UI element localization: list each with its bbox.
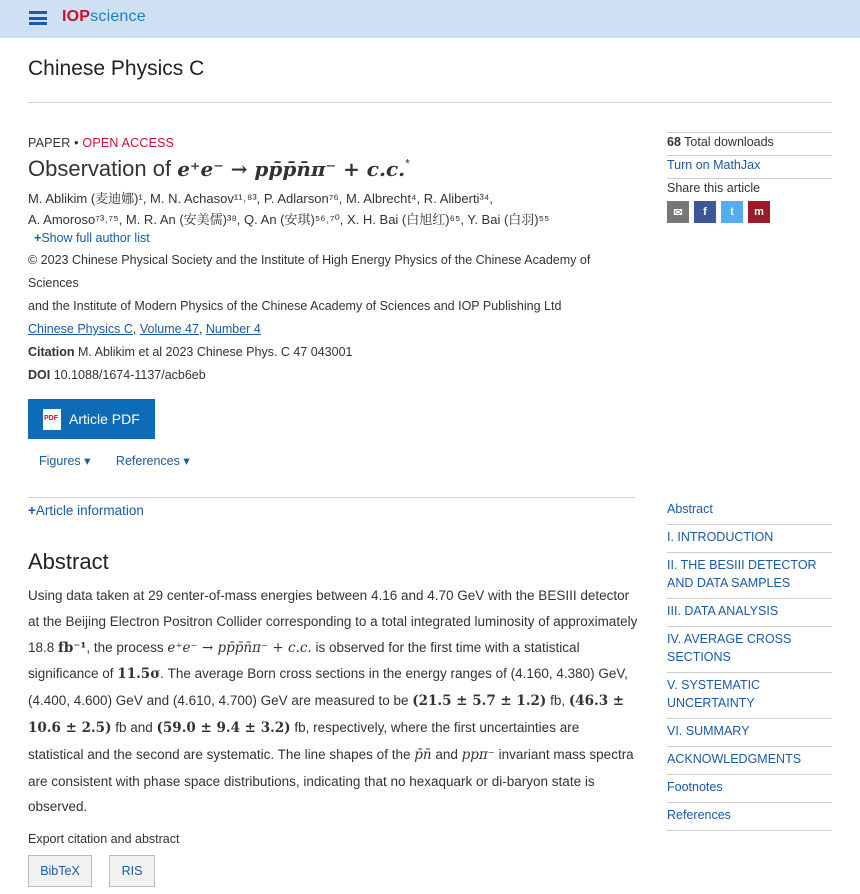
volume-link[interactable]: Volume 47 xyxy=(139,322,199,336)
mathjax-toggle[interactable]: Turn on MathJax xyxy=(667,155,832,178)
email-icon[interactable]: ✉ xyxy=(667,201,689,223)
figures-tab[interactable]: Figures ▾ xyxy=(39,454,91,468)
article-information-toggle[interactable]: +Article information xyxy=(28,503,144,518)
article-pdf-button[interactable]: PDF Article PDF xyxy=(28,399,155,439)
journal-title[interactable]: Chinese Physics C xyxy=(28,57,205,80)
share-section: Share this article ✉ f t m xyxy=(667,178,832,229)
abstract-heading: Abstract xyxy=(28,549,109,574)
abstract-text: Using data taken at 29 center-of-mass energies between 4.16 and 4.70 GeV with the BESIII detector at the Beijing Electron Positron Collider corresponding to a total integrated luminosity of approximately 18.8 fb⁻¹, the process e⁺e⁻ → pp̄p̄n̄π⁻ + c.c. is observed for the first time with a statistical significance of 11.5σ. The average Born cross sections in the energy ranges of (4.160, 4.380) GeV, (4.400, 4.600) GeV and (4.610, 4.700) GeV are measured to be (21.5 ± 5.7 ± 1.2) fb, (46.3 ± 10.6 ± 2.5) fb and (59.0 ± 9.4 ± 3.2) fb, respectively, where the first uncertainties are statistical and the second are systematic. The line shapes of the p̄n̄ and ppπ⁻ invariant mass spectra are consistent with phase space distributions, indicating that no hexaquark or di-baryon state is observed. xyxy=(28,588,638,815)
menu-icon[interactable] xyxy=(29,11,47,25)
article-title: Observation of e⁺e⁻ → pp̄p̄n̄π⁻ + c.c.* xyxy=(28,156,410,181)
divider xyxy=(28,102,832,103)
sidebar xyxy=(667,132,832,229)
toc-item[interactable]: VI. SUMMARY xyxy=(667,719,832,747)
toc-item[interactable]: I. INTRODUCTION xyxy=(667,525,832,553)
show-author-list-link[interactable]: +Show full author list xyxy=(34,231,150,245)
downloads-count: 68 Total downloads xyxy=(667,132,832,155)
article-tag: PAPER • OPEN ACCESS xyxy=(28,136,175,150)
article-meta: © 2023 Chinese Physical Society and the Institute of High Energy Physics of the Chinese Academy of Sciences and the Institute of Modern Physics of the Chinese Academy of Sciences and IOP Publishing Ltd Chinese Physics C, Volume 47, Number 4 Citation M. Ablikim et al 2023 Chinese Phys. C 47 043001 DOI 10.1088/1674-1137/acb6eb xyxy=(28,253,591,382)
toc-item[interactable]: II. THE BESIII DETECTOR AND DATA SAMPLES xyxy=(667,553,832,599)
mendeley-icon[interactable]: m xyxy=(748,201,770,223)
toc-item[interactable]: IV. AVERAGE CROSS SECTIONS xyxy=(667,627,832,673)
ris-button[interactable]: RIS xyxy=(109,855,155,887)
article-tabs xyxy=(39,453,212,468)
toc-item[interactable]: ACKNOWLEDGMENTS xyxy=(667,747,832,775)
journal-link[interactable]: Chinese Physics C xyxy=(28,322,133,336)
facebook-icon[interactable]: f xyxy=(694,201,716,223)
iopscience-logo[interactable]: IOPscience xyxy=(62,8,146,25)
top-bar xyxy=(0,0,860,38)
toc-item[interactable]: Footnotes xyxy=(667,775,832,803)
toc-item[interactable]: Abstract xyxy=(667,497,832,525)
divider xyxy=(28,497,635,498)
author-list: M. Ablikim (麦迪娜)¹, M. N. Achasov¹¹˒⁸³, P. Adlarson⁷⁶, M. Albrecht⁴, R. Aliberti³⁴, A. Amoroso⁷³˒⁷⁵, M. R. An (安美儒)³⁸, Q. An (安琪)⁵⁶˒⁷⁰, X. H. Bai (白旭红)⁶⁵, Y. Bai (白羽)⁵⁵ xyxy=(28,191,550,227)
article-header xyxy=(28,136,636,439)
toc-item[interactable]: V. SYSTEMATIC UNCERTAINTY xyxy=(667,673,832,719)
bibtex-button[interactable]: BibTeX xyxy=(28,855,92,887)
export-label: Export citation and abstract xyxy=(28,832,180,846)
table-of-contents xyxy=(667,497,832,831)
twitter-icon[interactable]: t xyxy=(721,201,743,223)
pdf-icon xyxy=(43,409,61,430)
toc-item[interactable]: References xyxy=(667,803,832,831)
toc-item[interactable]: III. DATA ANALYSIS xyxy=(667,599,832,627)
references-tab[interactable]: References ▾ xyxy=(115,454,190,468)
number-link[interactable]: Number 4 xyxy=(205,322,261,336)
